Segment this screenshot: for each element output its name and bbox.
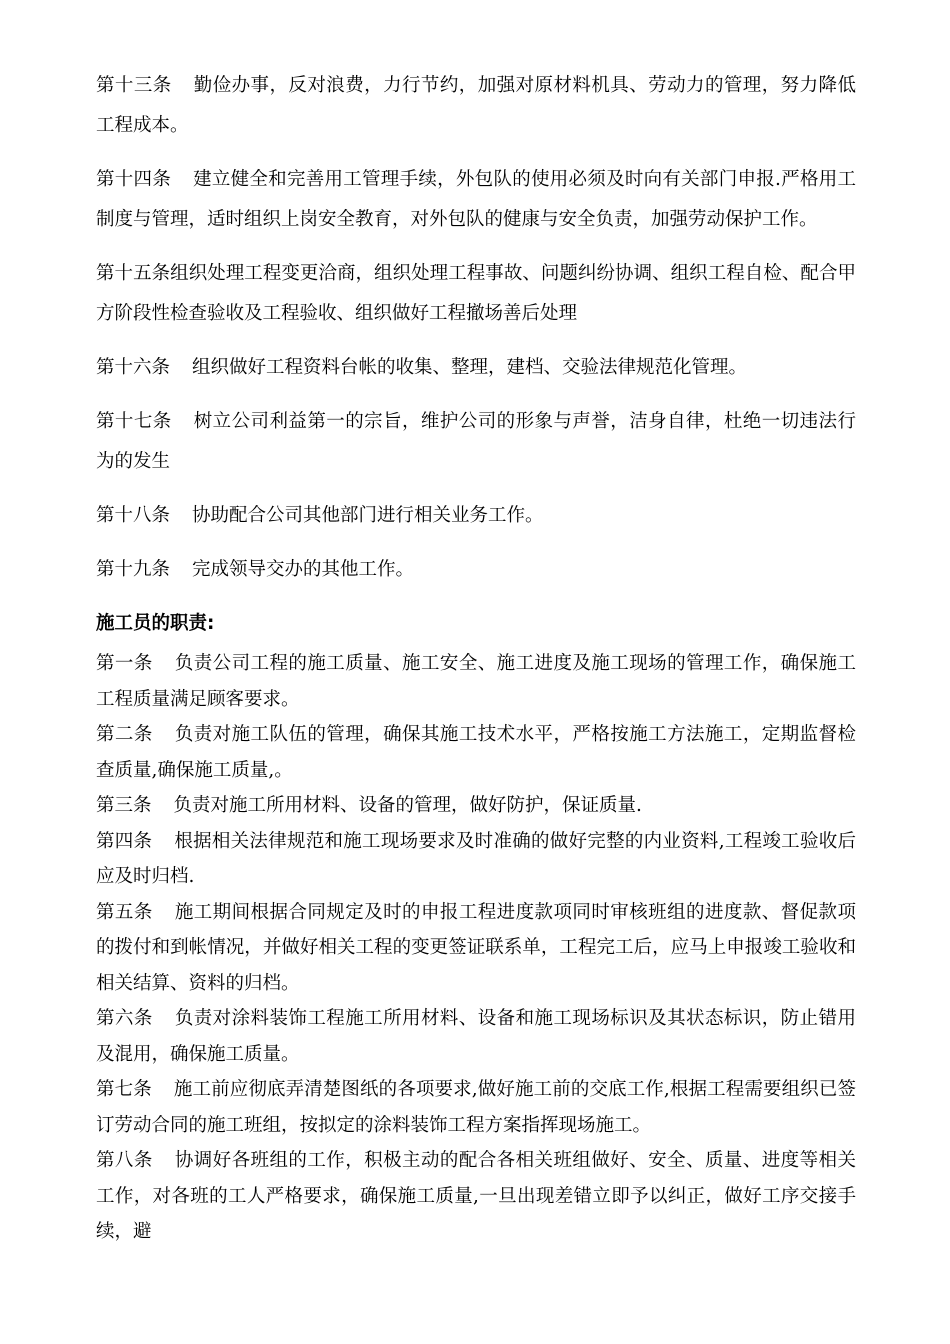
article-16: [96, 348, 856, 388]
article-text: 组织处理工程变更洽商，组织处理工程事故、问题纠纷协调、组织工程自检、配合甲方阶段性检查验收及工程验收、组织做好工程撤场善后处理: [96, 263, 856, 324]
article-number: 第六条: [96, 1008, 153, 1029]
article-number: 第二条: [96, 724, 153, 745]
duty-1: [96, 646, 856, 717]
article-text: 协调好各班组的工作，积极主动的配合各相关班组做好、安全、质量、进度等相关工作，对各班的工人严格要求，确保施工质量,一旦出现差错立即予以纠正，做好工序交接手续，避: [96, 1150, 856, 1242]
article-text: 施工期间根据合同规定及时的申报工程进度款项同时审核班组的进度款、督促款项的拨付和到帐情况，并做好相关工程的变更签证联系单，工程完工后，应马上申报竣工验收和相关结算、资料的归档。: [96, 901, 856, 994]
article-number: 第十四条: [96, 169, 172, 190]
article-text: 建立健全和完善用工管理手续，外包队的使用必须及时向有关部门申报.严格用工制度与管理，适时组织上岗安全教育，对外包队的健康与安全负责，加强劳动保护工作。: [96, 169, 856, 230]
article-number: 第十六条: [96, 357, 171, 378]
document-page: [96, 66, 856, 1250]
article-number: 第十七条: [96, 411, 172, 432]
article-14: [96, 160, 856, 240]
duty-3: [96, 788, 856, 824]
section-heading: 施工员的职责:: [96, 613, 215, 634]
article-text: 施工前应彻底弄清楚图纸的各项要求,做好施工前的交底工作,根据工程需要组织已签订劳动合同的施工班组，按拟定的涂料装饰工程方案指挥现场施工。: [96, 1079, 856, 1136]
article-19: [96, 550, 856, 590]
article-number: 第十八条: [96, 505, 171, 526]
article-text: 协助配合公司其他部门进行相关业务工作。: [192, 505, 544, 526]
article-number: 第十三条: [96, 75, 172, 96]
article-number: 第十五条: [96, 263, 171, 284]
article-text: 完成领导交办的其他工作。: [192, 559, 415, 580]
article-15: [96, 254, 856, 334]
article-number: 第八条: [96, 1150, 153, 1171]
article-number: 第三条: [96, 795, 152, 816]
article-18: [96, 496, 856, 536]
section-construction-staff-duties: [96, 646, 856, 1250]
article-text: 组织做好工程资料台帐的收集、整理，建档、交验法律规范化管理。: [192, 357, 748, 378]
article-17: [96, 402, 856, 482]
article-text: 负责对涂料装饰工程施工所用材料、设备和施工现场标识及其状态标识，防止错用及混用，确保施工质量。: [96, 1008, 856, 1065]
article-number: 第十九条: [96, 559, 171, 580]
duty-7: [96, 1072, 856, 1143]
article-text: 根据相关法律规范和施工现场要求及时准确的做好完整的内业资料,工程竣工验收后应及时归档.: [96, 830, 856, 887]
article-text: 勤俭办事，反对浪费，力行节约，加强对原材料机具、劳动力的管理，努力降低工程成本。: [96, 75, 856, 136]
article-13: [96, 66, 856, 146]
article-number: 第五条: [96, 901, 153, 923]
article-number: 第七条: [96, 1079, 152, 1100]
article-text: 负责对施工队伍的管理，确保其施工技术水平，严格按施工方法施工，定期监督检查质量,确保施工质量,。: [96, 724, 856, 781]
duty-5: [96, 895, 856, 1002]
duty-4: [96, 824, 856, 895]
section-general-articles: [96, 66, 856, 590]
duty-6: [96, 1001, 856, 1072]
article-text: 负责公司工程的施工质量、施工安全、施工进度及施工现场的管理工作，确保施工工程质量满足顾客要求。: [96, 653, 856, 710]
article-number: 第一条: [96, 653, 153, 674]
article-text: 树立公司利益第一的宗旨，维护公司的形象与声誉，洁身自律，杜绝一切违法行为的发生: [96, 411, 856, 472]
duty-8: [96, 1143, 856, 1250]
article-text: 负责对施工所用材料、设备的管理，做好防护，保证质量.: [173, 795, 642, 816]
duty-2: [96, 717, 856, 788]
article-number: 第四条: [96, 830, 153, 852]
